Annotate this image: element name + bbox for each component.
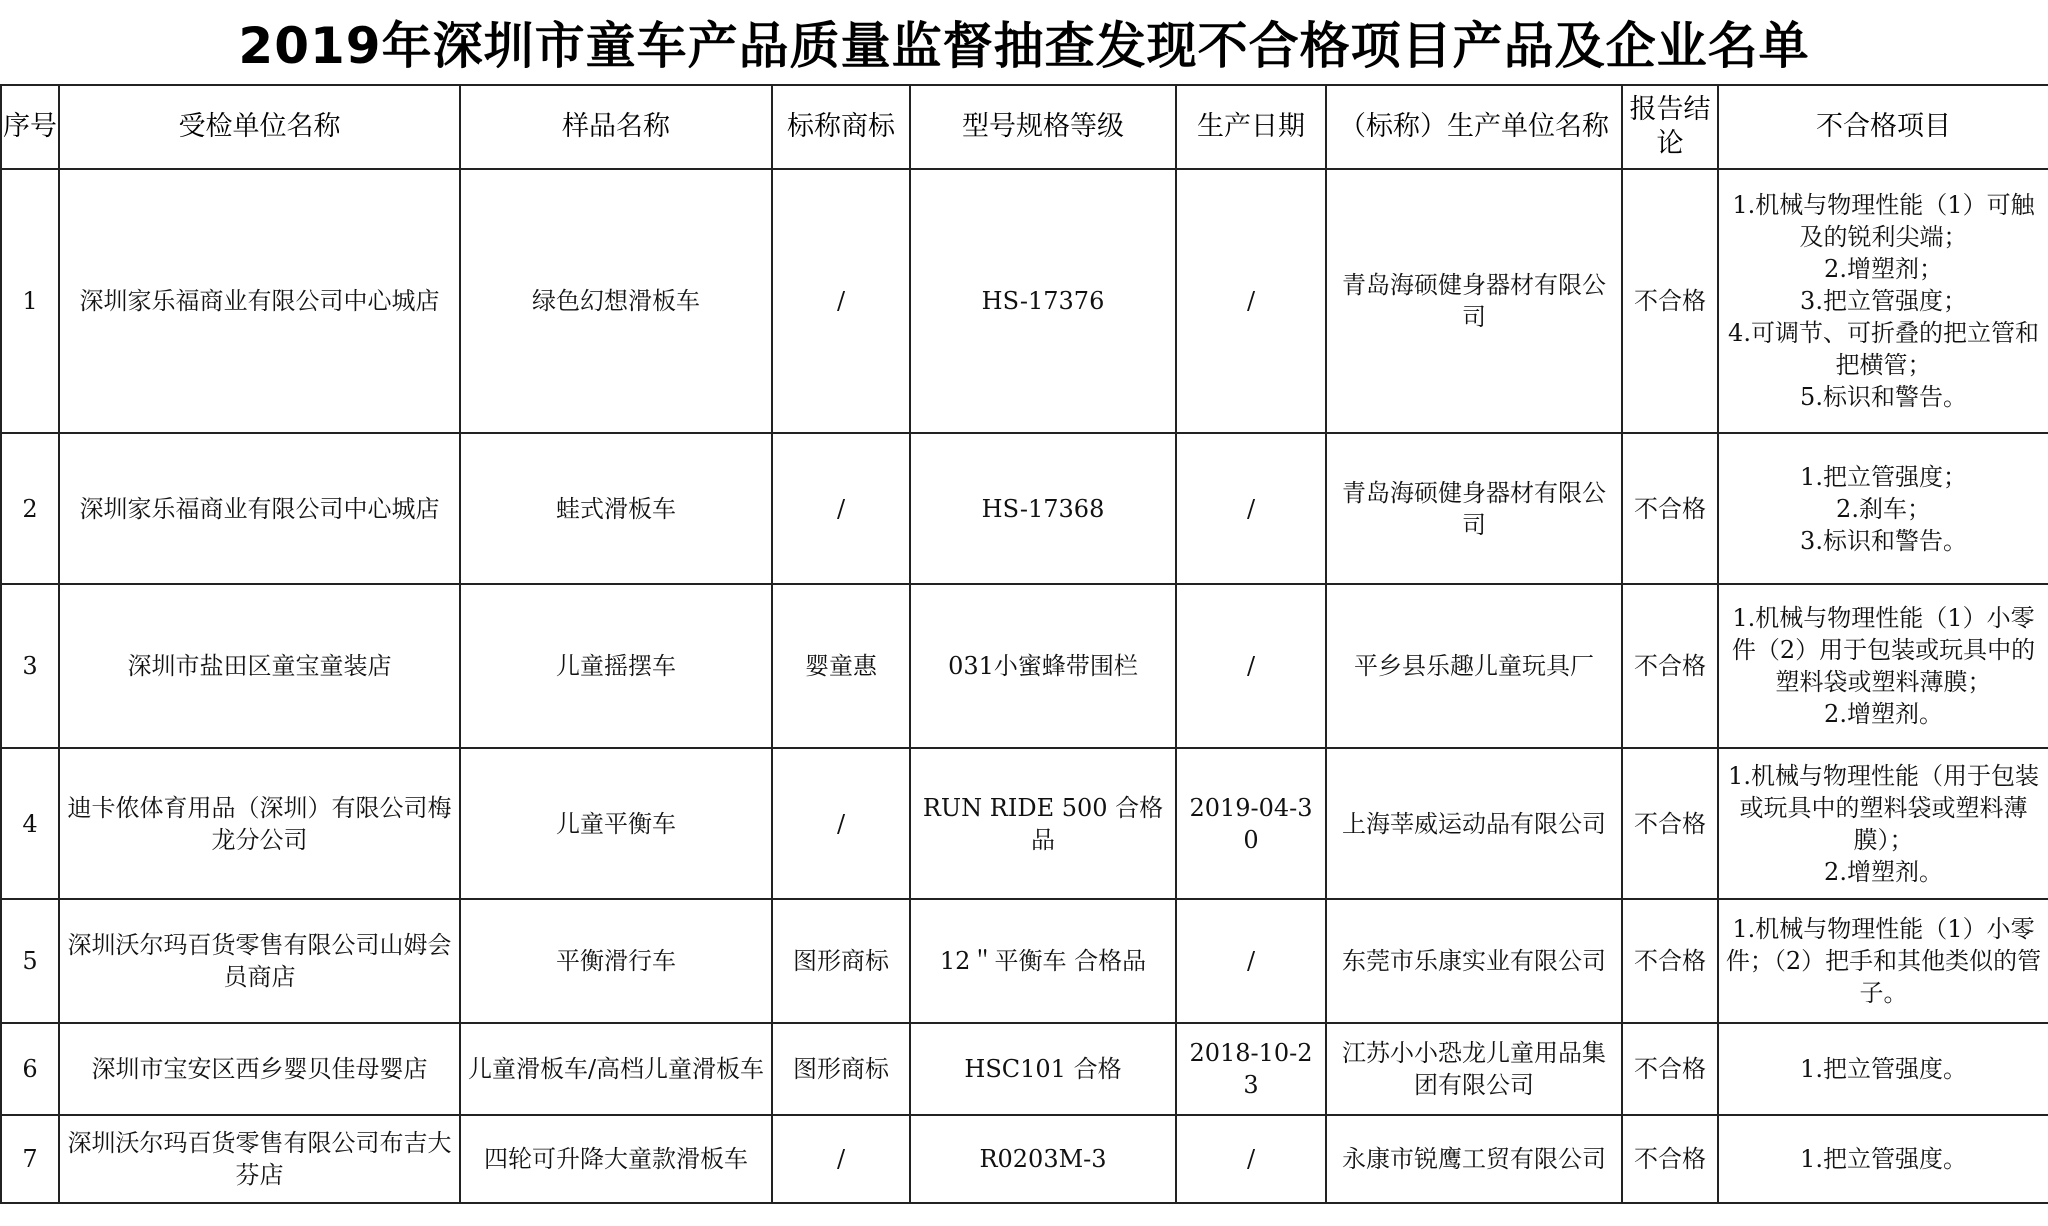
cell-manufacturer: 青岛海硕健身器材有限公司 — [1326, 169, 1622, 433]
cell-manufacturer: 东莞市乐康实业有限公司 — [1326, 899, 1622, 1023]
cell-conclusion: 不合格 — [1622, 748, 1718, 899]
cell-model: RUN RIDE 500 合格品 — [910, 748, 1176, 899]
cell-seq: 1 — [1, 169, 59, 433]
cell-sample-name: 儿童滑板车/高档儿童滑板车 — [460, 1023, 772, 1115]
cell-model: HSC101 合格 — [910, 1023, 1176, 1115]
cell-sample-name: 儿童平衡车 — [460, 748, 772, 899]
cell-model: HS-17376 — [910, 169, 1176, 433]
defect-item: 1.机械与物理性能（1）小零件（2）用于包装或玩具中的塑料袋或塑料薄膜； — [1731, 604, 2036, 696]
table-row — [1, 899, 2048, 1023]
cell-production-date: / — [1176, 433, 1326, 584]
cell-production-date: / — [1176, 169, 1326, 433]
cell-defects — [1718, 584, 2048, 748]
header-defects: 不合格项目 — [1718, 85, 2048, 169]
defect-item: 3.把立管强度； — [1800, 287, 1967, 315]
header-manufacturer: （标称）生产单位名称 — [1326, 85, 1622, 169]
cell-seq: 5 — [1, 899, 59, 1023]
cell-trademark: / — [772, 433, 910, 584]
cell-defects — [1718, 1023, 2048, 1115]
cell-seq: 3 — [1, 584, 59, 748]
defect-item: 3.标识和警告。 — [1800, 526, 1967, 555]
cell-manufacturer: 平乡县乐趣儿童玩具厂 — [1326, 584, 1622, 748]
defect-item: 2.增塑剂。 — [1824, 857, 1943, 886]
defect-item: 1.把立管强度； — [1800, 462, 1967, 491]
cell-inspected-unit: 深圳市宝安区西乡婴贝佳母婴店 — [59, 1023, 460, 1115]
cell-manufacturer: 上海莘威运动品有限公司 — [1326, 748, 1622, 899]
cell-defects — [1718, 1115, 2048, 1203]
page-title: 2019年深圳市童车产品质量监督抽查发现不合格项目产品及企业名单 — [238, 17, 1810, 75]
defect-item: 1.机械与物理性能（用于包装或玩具中的塑料袋或塑料薄膜）； — [1728, 761, 2039, 854]
cell-conclusion: 不合格 — [1622, 899, 1718, 1023]
cell-model: 031小蜜蜂带围栏 — [910, 584, 1176, 748]
cell-production-date: 2019-04-30 — [1176, 748, 1326, 899]
cell-model: HS-17368 — [910, 433, 1176, 584]
table-row — [1, 433, 2048, 584]
defect-item: 4.可调节、可折叠的把立管和把横管； — [1728, 319, 2039, 379]
cell-defects — [1718, 748, 2048, 899]
cell-conclusion: 不合格 — [1622, 584, 1718, 748]
defect-item: 2.增塑剂。 — [1824, 700, 1943, 728]
cell-conclusion: 不合格 — [1622, 169, 1718, 433]
cell-inspected-unit: 迪卡侬体育用品（深圳）有限公司梅龙分公司 — [59, 748, 460, 899]
table-row — [1, 1023, 2048, 1115]
cell-defects — [1718, 433, 2048, 584]
cell-sample-name: 儿童摇摆车 — [460, 584, 772, 748]
cell-defects — [1718, 899, 2048, 1023]
cell-seq: 7 — [1, 1115, 59, 1203]
nonconforming-products-table — [0, 84, 2048, 1204]
cell-trademark: / — [772, 169, 910, 433]
cell-trademark: 婴童惠 — [772, 584, 910, 748]
cell-sample-name: 绿色幻想滑板车 — [460, 169, 772, 433]
cell-model: 12＂平衡车 合格品 — [910, 899, 1176, 1023]
cell-trademark: 图形商标 — [772, 1023, 910, 1115]
cell-trademark: 图形商标 — [772, 899, 910, 1023]
header-seq: 序号 — [1, 85, 59, 169]
cell-inspected-unit: 深圳沃尔玛百货零售有限公司山姆会员商店 — [59, 899, 460, 1023]
table-row — [1, 1115, 2048, 1203]
defect-item: 1.机械与物理性能（1）可触及的锐利尖端； — [1732, 191, 2035, 251]
header-trademark: 标称商标 — [772, 85, 910, 169]
cell-production-date: / — [1176, 899, 1326, 1023]
cell-defects — [1718, 169, 2048, 433]
cell-conclusion: 不合格 — [1622, 433, 1718, 584]
cell-sample-name: 四轮可升降大童款滑板车 — [460, 1115, 772, 1203]
defect-item: 2.刹车； — [1836, 494, 1931, 523]
cell-seq: 4 — [1, 748, 59, 899]
defect-item: 1.把立管强度。 — [1800, 1055, 1967, 1083]
table-row — [1, 748, 2048, 899]
cell-sample-name: 蛙式滑板车 — [460, 433, 772, 584]
header-row — [1, 85, 2048, 169]
header-sample-name: 样品名称 — [460, 85, 772, 169]
cell-production-date: 2018-10-23 — [1176, 1023, 1326, 1115]
cell-production-date: / — [1176, 1115, 1326, 1203]
cell-inspected-unit: 深圳市盐田区童宝童装店 — [59, 584, 460, 748]
cell-seq: 6 — [1, 1023, 59, 1115]
defect-item: 1.机械与物理性能（1）小零件；（2）把手和其他类似的管子。 — [1725, 915, 2042, 1007]
defect-item: 1.把立管强度。 — [1800, 1145, 1967, 1173]
table-row — [1, 169, 2048, 433]
header-production-date: 生产日期 — [1176, 85, 1326, 169]
header-model: 型号规格等级 — [910, 85, 1176, 169]
table-row — [1, 584, 2048, 748]
cell-production-date: / — [1176, 584, 1326, 748]
header-conclusion: 报告结论 — [1622, 85, 1718, 169]
cell-conclusion: 不合格 — [1622, 1023, 1718, 1115]
cell-inspected-unit: 深圳沃尔玛百货零售有限公司布吉大芬店 — [59, 1115, 460, 1203]
header-inspected-unit: 受检单位名称 — [59, 85, 460, 169]
cell-model: R0203M-3 — [910, 1115, 1176, 1203]
defect-item: 2.增塑剂； — [1824, 255, 1943, 283]
cell-inspected-unit: 深圳家乐福商业有限公司中心城店 — [59, 433, 460, 584]
cell-inspected-unit: 深圳家乐福商业有限公司中心城店 — [59, 169, 460, 433]
cell-manufacturer: 江苏小小恐龙儿童用品集团有限公司 — [1326, 1023, 1622, 1115]
cell-conclusion: 不合格 — [1622, 1115, 1718, 1203]
cell-manufacturer: 永康市锐鹰工贸有限公司 — [1326, 1115, 1622, 1203]
cell-sample-name: 平衡滑行车 — [460, 899, 772, 1023]
cell-trademark: / — [772, 1115, 910, 1203]
cell-seq: 2 — [1, 433, 59, 584]
defect-item: 5.标识和警告。 — [1800, 383, 1967, 411]
cell-trademark: / — [772, 748, 910, 899]
cell-manufacturer: 青岛海硕健身器材有限公司 — [1326, 433, 1622, 584]
